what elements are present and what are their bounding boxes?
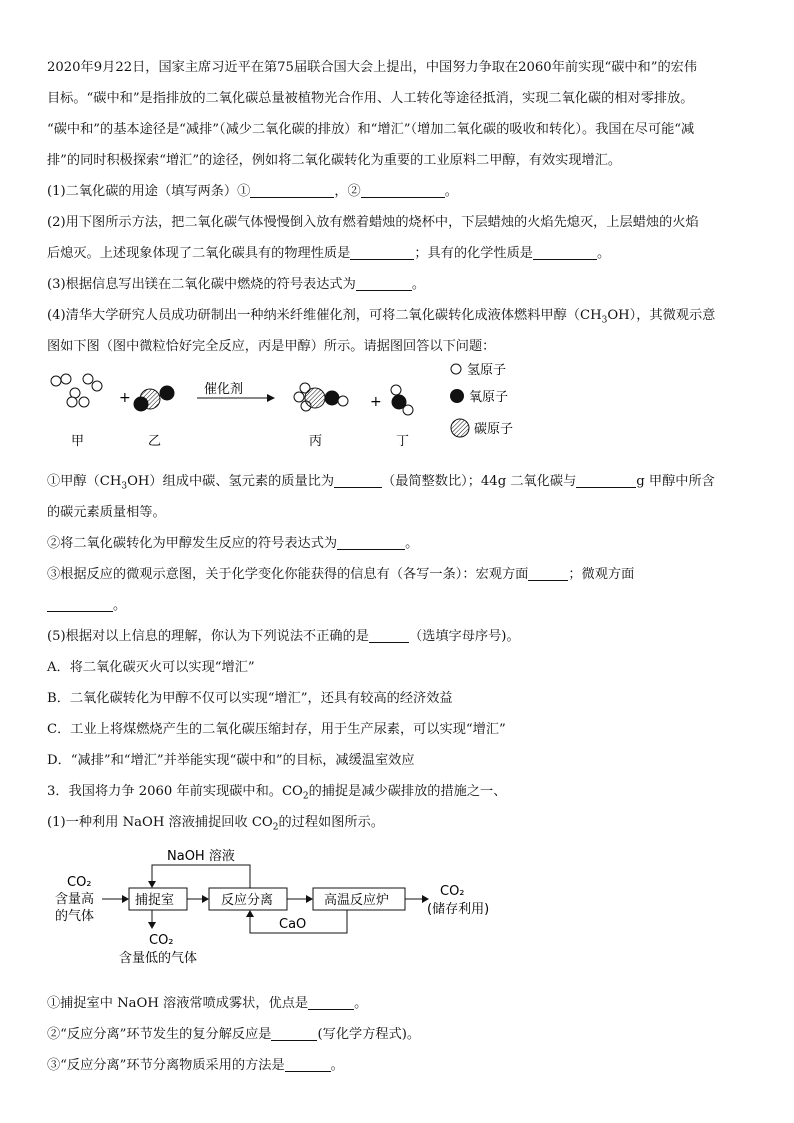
q4-1-text-c: （最简整数比）；44g 二氧化碳与 <box>382 474 577 489</box>
question-4-2 <box>47 528 759 559</box>
q4-2-end: 。 <box>405 536 419 551</box>
label-jia: 甲 <box>71 434 85 449</box>
answer-blank[interactable] <box>356 275 412 291</box>
subscript: 2 <box>302 791 309 802</box>
question-3-end: 。 <box>411 277 425 292</box>
box-furnace-label: 高温反应炉 <box>324 893 390 908</box>
question-4-3-line-1 <box>47 559 759 590</box>
question-2-text-b: ；具有的化学性质是 <box>414 246 533 261</box>
arrow-icon <box>122 895 129 903</box>
output-co2: CO₂ <box>440 884 465 899</box>
q6-text-b: 的捕捉是减少碳排放的措施之一、 <box>308 784 507 799</box>
intro-line-4: 排”的同时积极探索“增汇”的途径，例如将二氧化碳转化为重要的工业原料二甲醇，有效实现增汇。 <box>47 153 622 168</box>
question-1-end: 。 <box>444 184 458 199</box>
subscript: 3 <box>121 481 128 492</box>
box-capture-label: 捕捉室 <box>135 893 175 908</box>
question-4-text-a: (4)清华大学研究人员成功研制出一种纳米纤维催化剂，可将二氧化碳转化成液体燃料甲醇（CH <box>47 308 602 323</box>
plus-sign: + <box>119 390 131 406</box>
question-4-line-1 <box>47 300 759 331</box>
question-6-title <box>47 776 759 807</box>
question-4-text-b: OH），其微观示意 <box>607 308 716 323</box>
q4-1-text-a: ①甲醇（CH <box>47 474 122 489</box>
q4-1-text-d: g 甲醇中所含 <box>636 474 715 489</box>
question-1-mid: ，② <box>334 184 361 199</box>
q5-end: （选填字母序号)。 <box>409 629 520 644</box>
molecule-yi <box>134 386 174 411</box>
question-6-1-3 <box>47 1050 759 1081</box>
question-1 <box>47 176 759 207</box>
arrow-icon <box>306 895 313 903</box>
intro-line-1: 2020年9月22日，国家主席习近平在第75届联合国大会上提出，中国努力争取在2060年前实现“碳中和”的宏伟 <box>47 60 698 75</box>
legend-oxygen: 氧原子 <box>469 390 509 405</box>
reaction-svg <box>47 362 759 466</box>
option-d: D．“减排”和“增汇”并举能实现“碳中和”的目标，减缓温室效应 <box>47 753 415 768</box>
question-2-text-a: 后熄灭。上述现象体现了二氧化碳具有的物理性质是 <box>47 246 351 261</box>
naoh-label: NaOH 溶液 <box>167 849 235 864</box>
q4-2-text: ②将二氧化碳转化为甲醇发生反应的符号表达式为 <box>47 536 338 551</box>
q4-3-mid: ；微观方面 <box>568 567 635 582</box>
legend-carbon: 碳原子 <box>474 422 514 437</box>
q6-3-end: 。 <box>330 1058 344 1073</box>
answer-blank[interactable] <box>334 472 382 488</box>
q6-text-d: 的过程如图所示。 <box>278 815 384 830</box>
option-c: C．工业上将煤燃烧产生的二氧化碳压缩封存，用于生产尿素，可以实现“增汇” <box>47 722 506 737</box>
question-2-line-2 <box>47 238 759 269</box>
answer-blank[interactable] <box>271 1025 317 1041</box>
question-4-3-line-2 <box>47 590 759 621</box>
answer-blank[interactable] <box>47 596 113 612</box>
cao-label: CaO <box>279 917 307 932</box>
molecule-bing <box>294 383 348 411</box>
arrow-icon <box>202 895 209 903</box>
naoh-loop-line <box>152 865 250 888</box>
answer-blank[interactable] <box>350 244 414 260</box>
arrow-icon <box>148 881 156 888</box>
question-4-line-2: 图如下图（图中微粒恰好完全反应，丙是甲醇）所示。请据图回答以下问题： <box>47 339 496 354</box>
answer-blank[interactable] <box>285 1056 331 1072</box>
legend <box>450 363 513 437</box>
label-bing: 丙 <box>309 434 323 449</box>
input-line-3: 的气体 <box>55 909 95 924</box>
question-6-1-2 <box>47 1019 759 1050</box>
legend-hydrogen: 氢原子 <box>467 363 507 378</box>
label-ding: 丁 <box>396 434 410 449</box>
question-2-text-c: 。 <box>597 246 611 261</box>
plus-sign: + <box>370 394 382 410</box>
question-6-1 <box>47 807 759 838</box>
answer-blank[interactable] <box>250 182 334 198</box>
hydrogen-atom-icon <box>451 364 461 374</box>
answer-blank[interactable] <box>361 182 445 198</box>
answer-blank[interactable] <box>528 565 568 581</box>
molecule-jia <box>51 374 102 407</box>
question-4-1-line-2: 的碳元素质量相等。 <box>47 505 166 520</box>
arrow-icon <box>148 922 156 929</box>
answer-blank[interactable] <box>533 244 597 260</box>
q6-3-text: ③“反应分离”环节分离物质采用的方法是 <box>47 1058 285 1073</box>
molecule-ding <box>391 385 413 415</box>
flow-svg <box>47 838 759 988</box>
intro-line-3: “碳中和”的基本途径是“减排”（减少二氧化碳的排放）和“增汇”（增加二氧化碳的吸收和转化）。我国在尽可能“减 <box>47 122 695 137</box>
q4-1-text-b: OH）组成中碳、氢元素的质量比为 <box>127 474 335 489</box>
capture-flow-diagram <box>47 838 759 988</box>
arrow-icon <box>246 910 254 917</box>
q5-text: (5)根据对以上信息的理解，你认为下列说法不正确的是 <box>47 629 369 644</box>
question-6-1-1 <box>47 988 759 1019</box>
answer-blank[interactable] <box>576 472 636 488</box>
q6-2-text: ②“反应分离”环节发生的复分解反应是 <box>47 1027 272 1042</box>
reaction-diagram <box>47 362 759 466</box>
q6-text-a: 3．我国将力争 2060 年前实现碳中和。CO <box>47 784 303 799</box>
question-5 <box>47 621 759 652</box>
option-a: A．将二氧化碳灭火可以实现“增汇” <box>47 660 255 675</box>
subscript: 2 <box>272 822 279 833</box>
q6-text-c: (1)一种利用 NaOH 溶液捕捉回收 CO <box>47 815 273 830</box>
q4-3-text: ③根据反应的微观示意图，关于化学变化你能获得的信息有（各写一条）：宏观方面 <box>47 567 529 582</box>
oxygen-atom-icon <box>450 389 464 403</box>
catalyst-label: 催化剂 <box>204 382 244 397</box>
answer-blank[interactable] <box>369 627 409 643</box>
question-3-text: (3)根据信息写出镁在二氧化碳中燃烧的符号表达式为 <box>47 277 356 292</box>
answer-blank[interactable] <box>337 534 405 550</box>
intro-line-2: 目标。“碳中和”是指排放的二氧化碳总量被植物光合作用、人工转化等途径抵消，实现二氧化碳的相对零排放。 <box>47 91 694 106</box>
question-2-line-1: (2)用下图所示方法，把二氧化碳气体慢慢倒入放有燃着蜡烛的烧杯中，下层蜡烛的火焰先熄灭，上层蜡烛的火焰 <box>47 215 699 230</box>
input-co2: CO₂ <box>67 875 92 890</box>
input-line-2: 含量高 <box>55 892 95 907</box>
output-storage: (储存利用) <box>427 902 490 917</box>
question-1-text: (1)二氧化碳的用途（填写两条）① <box>47 184 251 199</box>
low-co2: CO₂ <box>149 933 174 948</box>
subscript: 3 <box>601 315 608 326</box>
question-4-1-line-1 <box>47 466 759 497</box>
low-co2-gas-label: 含量低的气体 <box>119 951 198 966</box>
question-3 <box>47 269 759 300</box>
label-yi: 乙 <box>148 434 162 449</box>
q4-3-end: 。 <box>113 598 127 613</box>
carbon-atom-icon <box>451 419 469 437</box>
q6-1-end: 。 <box>354 996 368 1011</box>
option-b: B．二氧化碳转化为甲醇不仅可以实现“增汇”，还具有较高的经济效益 <box>47 691 453 706</box>
q6-1-text: ①捕捉室中 NaOH 溶液常喷成雾状，优点是 <box>47 996 309 1011</box>
box-reaction-label: 反应分离 <box>221 893 274 908</box>
q6-2-end: (写化学方程式)。 <box>317 1027 421 1042</box>
answer-blank[interactable] <box>308 994 354 1010</box>
exam-page <box>47 52 759 1081</box>
